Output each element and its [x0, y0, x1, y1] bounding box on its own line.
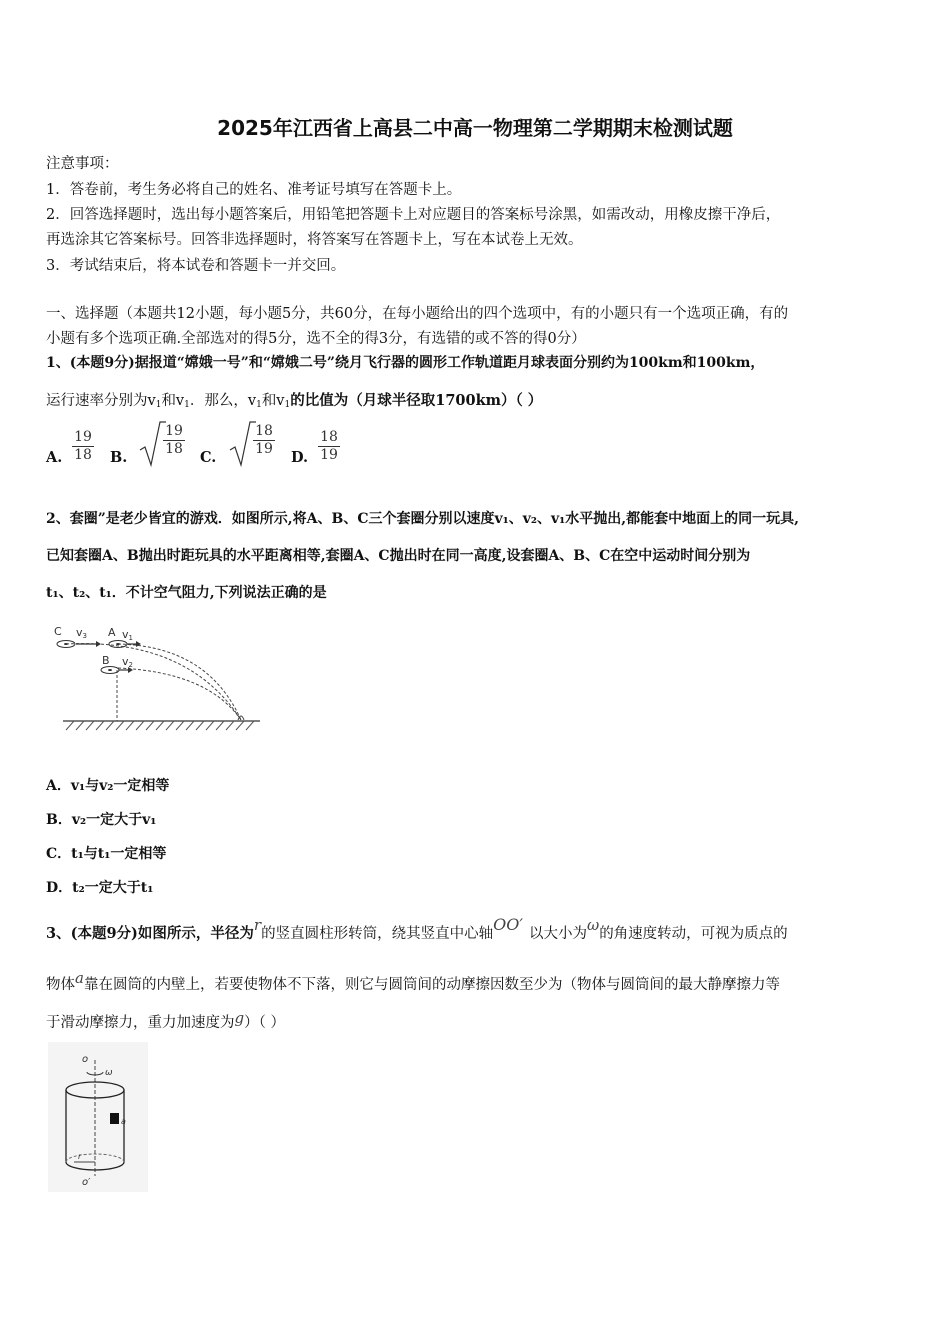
q3-rotating-cylinder-figure	[48, 1042, 148, 1192]
label-r: r	[78, 1152, 82, 1161]
trajectory-a	[118, 644, 241, 720]
q1-option-b-label: B.	[110, 449, 128, 466]
q1-option-c-sqrt-icon	[228, 420, 256, 468]
q1-stem-line-2: 运行速率分别为$v_1$和$v_1$．那么，$v_1$和$v_1$的比值为（月球半径取1700km）（ ）	[46, 392, 543, 410]
section-header-line-1: 一、选择题（本题共12小题，每小题5分，共60分，在每小题给出的四个选项中，有的小题只有一个选项正确，有的	[46, 306, 789, 322]
label-o-bottom: o′	[82, 1177, 91, 1188]
section-header-line-2: 小题有多个选项正确.全部选对的得5分，选不全的得3分，有选错的或不答的得0分）	[46, 331, 586, 347]
label-v3: v3	[76, 626, 87, 640]
v3-arrow	[96, 641, 101, 647]
page-title: 2025年江西省上高县二中高一物理第二学期期末检测试题	[217, 116, 733, 140]
label-v1: v1	[122, 628, 133, 642]
q2-option-d: D．t₂一定大于t₁	[46, 880, 154, 896]
notice-heading: 注意事项：	[46, 156, 119, 172]
q1-option-c-fraction: $\frac{18}{19}$	[253, 423, 275, 458]
q1-option-a-label: A.	[46, 449, 63, 466]
label-c: C	[54, 625, 62, 638]
q1-option-d-label: D.	[291, 449, 309, 466]
q1-stem-line-1: 1、(本题9分)据报道“嫦娥一号”和“嫦娥二号”绕月飞行器的圆形工作轨道距月球表面分别约为100km和100km，	[46, 355, 765, 371]
q3-stem-line-3: 于滑动摩擦力，重力加速度为g）（ ）	[46, 1009, 285, 1031]
notice-item-2: 2．回答选择题时，选出每小题答案后，用铅笔把答题卡上对应题目的答案标号涂黑，如需改动，用橡皮擦干净后，	[46, 207, 781, 223]
trajectory-c	[66, 644, 241, 720]
q2-ring-toss-figure	[48, 620, 268, 735]
notice-item-1: 1．答卷前，考生务必将自己的姓名、准考证号填写在答题卡上。	[46, 182, 462, 198]
q3-stem-line-2: 物体a靠在圆筒的内壁上，若要使物体不下落，则它与圆筒间的动摩擦因数至少为（物体与圆筒间的最大静摩擦力等	[46, 969, 780, 993]
q3-stem-line-1: 3、(本题9分)如图所示，半径为r的竖直圆柱形转筒，绕其竖直中心轴OO′ 以大小为ω的角速度转动，可视为质点的	[46, 915, 788, 942]
q1-option-b-fraction: $\frac{19}{18}$	[163, 423, 185, 458]
label-omega: ω	[105, 1068, 113, 1078]
q1-option-a-fraction: $\frac{19}{18}$	[72, 429, 94, 464]
label-a: a	[121, 1117, 126, 1126]
notice-item-3: 3．考试结束后，将本试卷和答题卡一并交回。	[46, 258, 346, 274]
q1-option-d-fraction: $\frac{18}{19}$	[318, 429, 340, 464]
notice-item-2-cont: 再选涂其它答案标号。回答非选择题时，将答案写在答题卡上，写在本试卷上无效。	[46, 232, 583, 248]
q2-option-a: A．v₁与v₂一定相等	[46, 778, 170, 794]
q2-stem-line-1: 2、套圈”是老少皆宜的游戏．如图所示,将A、B、C三个套圈分别以速度v₁、v₂、v₁水平抛出,都能套中地面上的同一玩具,	[46, 511, 800, 527]
trajectory-b	[118, 668, 241, 720]
q2-option-c: C．t₁与t₁一定相等	[46, 846, 167, 862]
q1-option-b-sqrt-icon	[138, 420, 166, 468]
label-o-top: o	[82, 1054, 89, 1065]
label-a: A	[108, 626, 116, 639]
q1-option-c-label: C.	[200, 449, 217, 466]
ground-hatching	[66, 721, 254, 730]
q2-stem-line-2: 已知套圈A、B抛出时距玩具的水平距离相等,套圈A、C抛出时在同一高度,设套圈A、B、C在空中运动时间分别为	[46, 548, 751, 564]
label-b: B	[102, 654, 110, 667]
block-a	[110, 1113, 119, 1124]
q2-option-b: B．v₂一定大于v₁	[46, 812, 157, 828]
label-v2: v2	[122, 655, 133, 669]
q2-stem-line-3: t₁、t₂、t₁．不计空气阻力,下列说法正确的是	[46, 585, 327, 601]
